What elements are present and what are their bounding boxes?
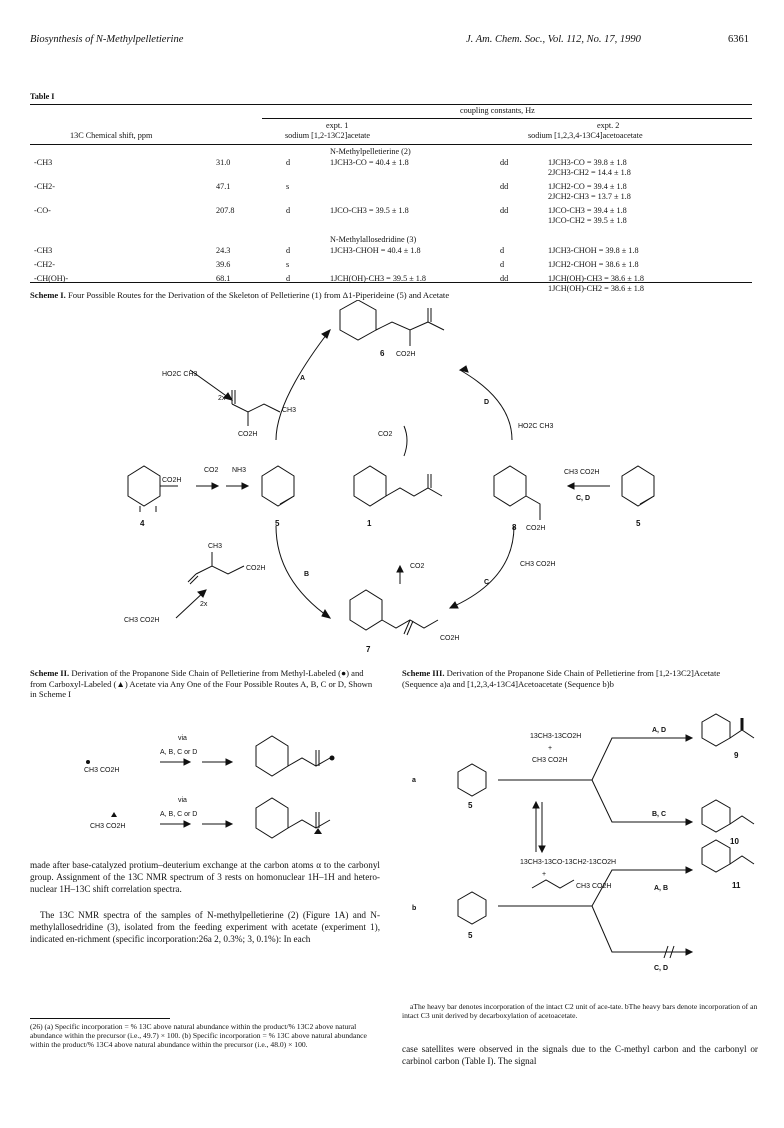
scheme1-co2h-left: CO2H bbox=[238, 431, 258, 438]
cell-multiplicity-1: s bbox=[286, 182, 290, 191]
cell-group: -CH3 bbox=[34, 246, 53, 255]
scheme3-caption-label: Scheme III. bbox=[402, 668, 445, 678]
scheme1-co2-mid: CO2 bbox=[378, 431, 393, 438]
cell-coupling-2: 1JCO-CH3 = 39.4 ± 1.8 bbox=[548, 206, 627, 215]
cell-shift: 39.6 bbox=[216, 260, 231, 269]
scheme1-co2h-8: CO2H bbox=[526, 525, 546, 532]
scheme1-caption-text: Four Possible Routes for the Derivation of the Skeleton of Pelletierine (1) from Δ1-Piperideine (5) and Acetate bbox=[67, 290, 450, 300]
cell-multiplicity-1: d bbox=[286, 206, 291, 215]
cell-coupling-2: 1JCH(OH)-CH3 = 38.6 ± 1.8 bbox=[548, 274, 644, 283]
cell-coupling-1: 1JCH(OH)-CH3 = 39.5 ± 1.8 bbox=[330, 274, 426, 283]
scheme1-route-c: C bbox=[484, 579, 490, 586]
scheme1-caption bbox=[30, 290, 760, 301]
table-bottom-rule bbox=[30, 282, 752, 283]
scheme1-co2-upper: CO2 bbox=[204, 467, 219, 474]
body-paragraph-3: case satellites were observed in the signals due to the C-methyl carbon and the carbonyl or carbinol carbon (Table I). The signal bbox=[402, 1044, 758, 1066]
scheme1-num-5-left: 5 bbox=[275, 519, 280, 528]
table-section-2: N-Methylallosedridine (3) bbox=[330, 235, 417, 244]
scheme3-route-ad: A, D bbox=[652, 727, 666, 734]
cell-multiplicity-2: dd bbox=[500, 274, 509, 283]
scheme1-co2h-bottom: CO2H bbox=[246, 565, 266, 572]
scheme1-num-5-right: 5 bbox=[636, 519, 641, 528]
cell-shift: 24.3 bbox=[216, 246, 231, 255]
scheme1-ch3co2h-right: CH3 CO2H bbox=[564, 469, 600, 476]
table-section-1: N-Methylpelletierine (2) bbox=[330, 147, 411, 156]
carboxyl-label-triangle-acetate bbox=[111, 812, 117, 817]
scheme3-acetate-a: CH3 CO2H bbox=[532, 757, 568, 764]
cell-multiplicity-2: dd bbox=[500, 206, 509, 215]
cell-multiplicity-1: s bbox=[286, 260, 290, 269]
scheme3-acetoacetate-labeled: 13CH3-13CO-13CH2-13CO2H bbox=[520, 859, 617, 866]
scheme3-acetate-labeled: 13CH3-13CO2H bbox=[530, 733, 582, 740]
scheme2-caption-label: Scheme II. bbox=[30, 668, 70, 678]
scheme3-num-5-a: 5 bbox=[468, 801, 473, 810]
scheme1-ch3: CH3 bbox=[282, 407, 297, 414]
methyl-label-dot-acetate bbox=[86, 760, 90, 764]
scheme3-seq-b: b bbox=[412, 905, 417, 912]
scheme1-nh3: NH3 bbox=[232, 467, 247, 474]
body-paragraph-1: made after base-catalyzed protium–deuterium exchange at the carbon atoms α to the carbonyl group. Assignment of the 13C NMR spectrum of 3 rests on homonuclear 1H–1H and hetero-nuclear 1H–13C shift correlation spectra. bbox=[30, 860, 380, 894]
cell-multiplicity-1: d bbox=[286, 274, 291, 283]
scheme2-acetate-1: CH3 CO2H bbox=[84, 767, 120, 774]
footnote-26: (26) (a) Specific incorporation = % 13C above natural abundance within the product/% 13C2 above natural abundance within the precursor (i.e., 49.7) × 100. (b) Specific incorporation = % 13C above natural abundance within the product/% 13C4 above natural abundance within the precursor (i.e., 48.0) × 100. bbox=[30, 1022, 367, 1050]
expt1-sub: sodium [1,2-13C2]acetate bbox=[285, 131, 371, 140]
scheme1-num-8: 8 bbox=[512, 523, 517, 532]
scheme1-2x-bottom: 2x bbox=[200, 601, 208, 608]
expt2-title: expt. 2 bbox=[597, 121, 620, 130]
expt1-title: expt. 1 bbox=[326, 121, 349, 130]
cell-shift: 207.8 bbox=[216, 206, 235, 215]
scheme1-route-b: B bbox=[304, 571, 310, 578]
scheme1-num-7: 7 bbox=[366, 645, 371, 654]
scheme1-figure bbox=[0, 300, 784, 660]
cell-coupling-2: 1JCO-CH2 = 39.5 ± 1.8 bbox=[548, 216, 627, 225]
cell-coupling-2: 2JCH3-CH2 = 14.4 ± 1.8 bbox=[548, 168, 631, 177]
table-title: Table I bbox=[30, 92, 55, 101]
cell-coupling-2: 2JCH2-CH3 = 13.7 ± 1.8 bbox=[548, 192, 631, 201]
shift-header: 13C Chemical shift, ppm bbox=[70, 131, 153, 140]
cell-group: -CH2- bbox=[34, 182, 55, 191]
cell-coupling-1: 1JCH3-CO = 40.4 ± 1.8 bbox=[330, 158, 409, 167]
scheme2-via-1: via bbox=[178, 735, 187, 742]
scheme3-co2h-b: CH3 CO2H bbox=[576, 883, 612, 890]
scheme3-route-cd: C, D bbox=[654, 965, 668, 972]
table-group-rule bbox=[262, 118, 752, 119]
scheme3-num-5-b: 5 bbox=[468, 931, 473, 940]
cell-shift: 31.0 bbox=[216, 158, 231, 167]
cell-multiplicity-1: d bbox=[286, 246, 291, 255]
scheme2-routes-2: A, B, C or D bbox=[160, 811, 198, 818]
scheme3-plus-b: + bbox=[542, 871, 547, 878]
cell-coupling-2: 1JCH(OH)-CH2 = 38.6 ± 1.8 bbox=[548, 284, 644, 293]
cell-multiplicity-2: dd bbox=[500, 182, 509, 191]
scheme1-num-6: 6 bbox=[380, 349, 385, 358]
scheme3-plus-a: + bbox=[548, 745, 553, 752]
scheme3-footnote: aThe heavy bar denotes incorporation of the intact C2 unit of ace-tate. bThe heavy bars denote incorporation of an intact C3 unit derived by decarboxylation of acetoacetate. bbox=[402, 1002, 758, 1021]
cell-multiplicity-2: dd bbox=[500, 158, 509, 167]
scheme1-co2h-4: CO2H bbox=[162, 477, 182, 484]
methyl-label-dot-product bbox=[330, 756, 335, 761]
scheme2-caption-text: Derivation of the Propanone Side Chain of Pelletierine from Methyl-Labeled (●) and from Carboxyl-Labeled (▲) Acetate via Any One of the Four Possible Routes A, B, C or D, Shown in Scheme I bbox=[30, 668, 373, 699]
cell-multiplicity-2: d bbox=[500, 260, 505, 269]
cell-multiplicity-1: d bbox=[286, 158, 291, 167]
cell-coupling-2: 1JCH3-CO = 39.8 ± 1.8 bbox=[548, 158, 627, 167]
footnote-rule bbox=[30, 1018, 170, 1019]
body-paragraph-2: The 13C NMR spectra of the samples of N-methylpelletierine (2) (Figure 1A) and N-methylallosedridine (3), isolated from the feeding experiment with acetate (experiment 1), indicated en-richment (specific incorporation:26a 2, 0.3%; 3, 0.1%): In each bbox=[30, 910, 380, 944]
scheme3-num-11: 11 bbox=[732, 881, 741, 890]
scheme1-num-1: 1 bbox=[367, 519, 372, 528]
cell-group: -CH3 bbox=[34, 158, 53, 167]
cell-coupling-2: 1JCH2-CO = 39.4 ± 1.8 bbox=[548, 182, 627, 191]
cell-coupling-2: 1JCH2-CHOH = 38.6 ± 1.8 bbox=[548, 260, 639, 269]
journal-citation: J. Am. Chem. Soc., Vol. 112, No. 17, 1990 bbox=[466, 34, 641, 45]
scheme1-ch3co2h-bottom: CH3 CO2H bbox=[124, 617, 160, 624]
scheme3-num-9: 9 bbox=[734, 751, 739, 760]
scheme2-caption bbox=[30, 668, 380, 700]
scheme1-co2h-6: CO2H bbox=[396, 351, 416, 358]
page-number: 6361 bbox=[728, 34, 749, 45]
cell-shift: 47.1 bbox=[216, 182, 231, 191]
scheme2-via-2: via bbox=[178, 797, 187, 804]
scheme3-route-bc: B, C bbox=[652, 811, 666, 818]
scheme2-acetate-2: CH3 CO2H bbox=[90, 823, 126, 830]
scheme1-route-d: D bbox=[484, 399, 490, 406]
cell-multiplicity-2: d bbox=[500, 246, 505, 255]
scheme1-ch3-bottom: CH3 bbox=[208, 543, 223, 550]
scheme1-caption-label: Scheme I. bbox=[30, 290, 66, 300]
scheme1-2x-top: 2x bbox=[218, 395, 226, 402]
table-top-rule bbox=[30, 104, 752, 105]
scheme2-figure bbox=[30, 712, 380, 852]
cell-coupling-2: 1JCH3-CHOH = 39.8 ± 1.8 bbox=[548, 246, 639, 255]
carboxyl-label-triangle-product bbox=[314, 828, 322, 834]
scheme3-num-10: 10 bbox=[730, 837, 739, 846]
running-title: Biosynthesis of N-Methylpelletierine bbox=[30, 34, 184, 45]
cell-group: -CH2- bbox=[34, 260, 55, 269]
scheme1-num-4: 4 bbox=[140, 519, 145, 528]
cell-group: -CH(OH)- bbox=[34, 274, 69, 283]
scheme1-ch3co2h-c: CH3 CO2H bbox=[520, 561, 556, 568]
cell-group: -CO- bbox=[34, 206, 51, 215]
scheme3-caption bbox=[402, 668, 758, 689]
scheme2-routes-1: A, B, C or D bbox=[160, 749, 198, 756]
expt2-sub: sodium [1,2,3,4-13C4]acetoacetate bbox=[528, 131, 643, 140]
cell-coupling-1: 1JCO-CH3 = 39.5 ± 1.8 bbox=[330, 206, 409, 215]
scheme3-caption-text: Derivation of the Propanone Side Chain of Pelletierine from [1,2-13C2]Acetate (Sequence a)a and [1,2,3,4-13C4]Acetoacetate (Sequence b)b bbox=[402, 668, 721, 689]
scheme3-figure bbox=[402, 712, 758, 992]
cell-coupling-1: 1JCH3-CHOH = 40.4 ± 1.8 bbox=[330, 246, 421, 255]
scheme1-route-a: A bbox=[300, 375, 306, 382]
scheme1-hoac-top: HO2C CH3 bbox=[162, 371, 198, 378]
scheme1-ring-6 bbox=[340, 300, 376, 340]
scheme1-ho2cch3-right: HO2C CH3 bbox=[518, 423, 554, 430]
scheme3-route-ab: A, B bbox=[654, 885, 668, 892]
scheme3-seq-a: a bbox=[412, 777, 416, 784]
scheme1-co2h-7: CO2H bbox=[440, 635, 460, 642]
table-header-rule bbox=[30, 144, 752, 145]
table-group-header: coupling constants, Hz bbox=[460, 106, 535, 115]
scheme1-route-cd: C, D bbox=[576, 495, 590, 502]
cell-shift: 68.1 bbox=[216, 274, 231, 283]
scheme1-co2-bottom: CO2 bbox=[410, 563, 425, 570]
